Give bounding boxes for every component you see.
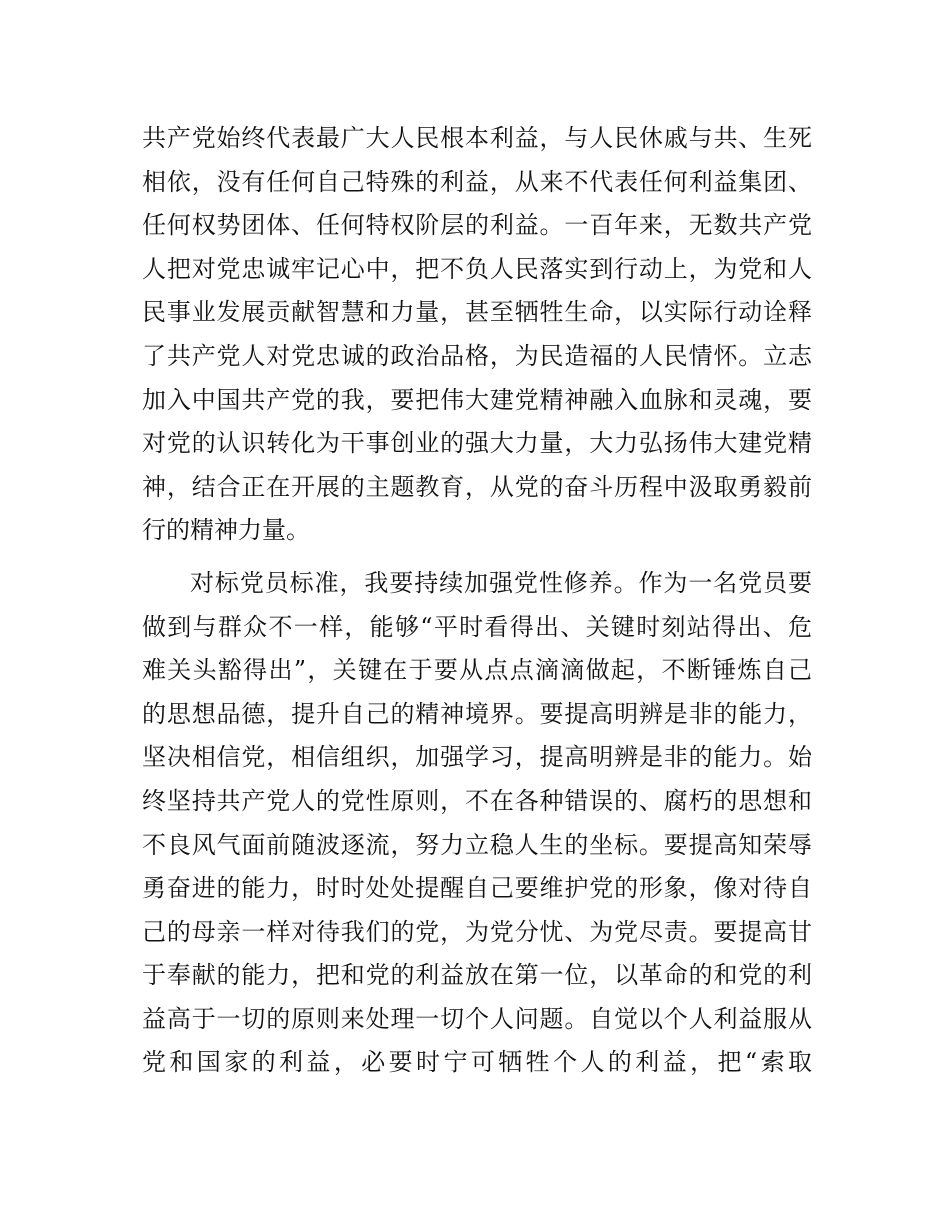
text-line: 共产党始终代表最广大人民根本利益，与人民休戚与共、生死: [142, 124, 812, 152]
text-line: 神，结合正在开展的主题教育，从党的奋斗历程中汲取勇毅前: [142, 472, 812, 501]
text-line: 行的精神力量。: [142, 516, 310, 545]
text-line: 难关头豁得出”，关键在于要从点点滴滴做起，不断锤炼自己: [142, 656, 812, 685]
document-body: [142, 117, 812, 1085]
text-line: 益高于一切的原则来处理一切个人问题。自觉以个人利益服从: [142, 1004, 812, 1033]
text-line: 加入中国共产党的我，要把伟大建党精神融入血脉和灵魂，要: [142, 385, 812, 414]
text-line: 终坚持共产党人的党性原则，不在各种错误的、腐朽的思想和: [142, 786, 812, 815]
text-line: 民事业发展贡献智慧和力量，甚至牺牲生命，以实际行动诠释: [142, 298, 812, 327]
text-line: 于奉献的能力，把和党的利益放在第一位，以革命的和党的利: [142, 961, 812, 990]
paragraph-spacer: [142, 553, 812, 562]
text-line: 勇奋进的能力，时时处处提醒自己要维护党的形象，像对待自: [142, 874, 812, 903]
text-line: 不良风气面前随波逐流，努力立稳人生的坐标。要提高知荣辱: [142, 830, 812, 859]
text-line: 对党的认识转化为干事创业的强大力量，大力弘扬伟大建党精: [142, 429, 812, 458]
text-line: 坚决相信党，相信组织，加强学习，提高明辨是非的能力。始: [142, 743, 812, 772]
text-line: 了共产党人对党忠诚的政治品格，为民造福的人民情怀。立志: [142, 341, 812, 370]
text-line: 己的母亲一样对待我们的党，为党分忧、为党尽责。要提高甘: [142, 917, 812, 946]
text-line: 党和国家的利益，必要时宁可牺牲个人的利益，把“索取: [142, 1048, 812, 1077]
paragraph-2: [142, 562, 812, 1085]
text-line: 相依，没有任何自己特殊的利益，从来不代表任何利益集团、: [142, 167, 812, 196]
text-line: 任何权势团体、任何特权阶层的利益。一百年来，无数共产党: [142, 211, 812, 240]
text-line: 的思想品德，提升自己的精神境界。要提高明辨是非的能力，: [142, 699, 812, 728]
paragraph-1: [142, 117, 812, 553]
text-line: 做到与群众不一样，能够“平时看得出、关键时刻站得出、危: [142, 612, 812, 641]
text-line: 对标党员标准，我要持续加强党性修养。作为一名党员要: [190, 568, 812, 597]
text-line: 人把对党忠诚牢记心中，把不负人民落实到行动上，为党和人: [142, 254, 812, 283]
